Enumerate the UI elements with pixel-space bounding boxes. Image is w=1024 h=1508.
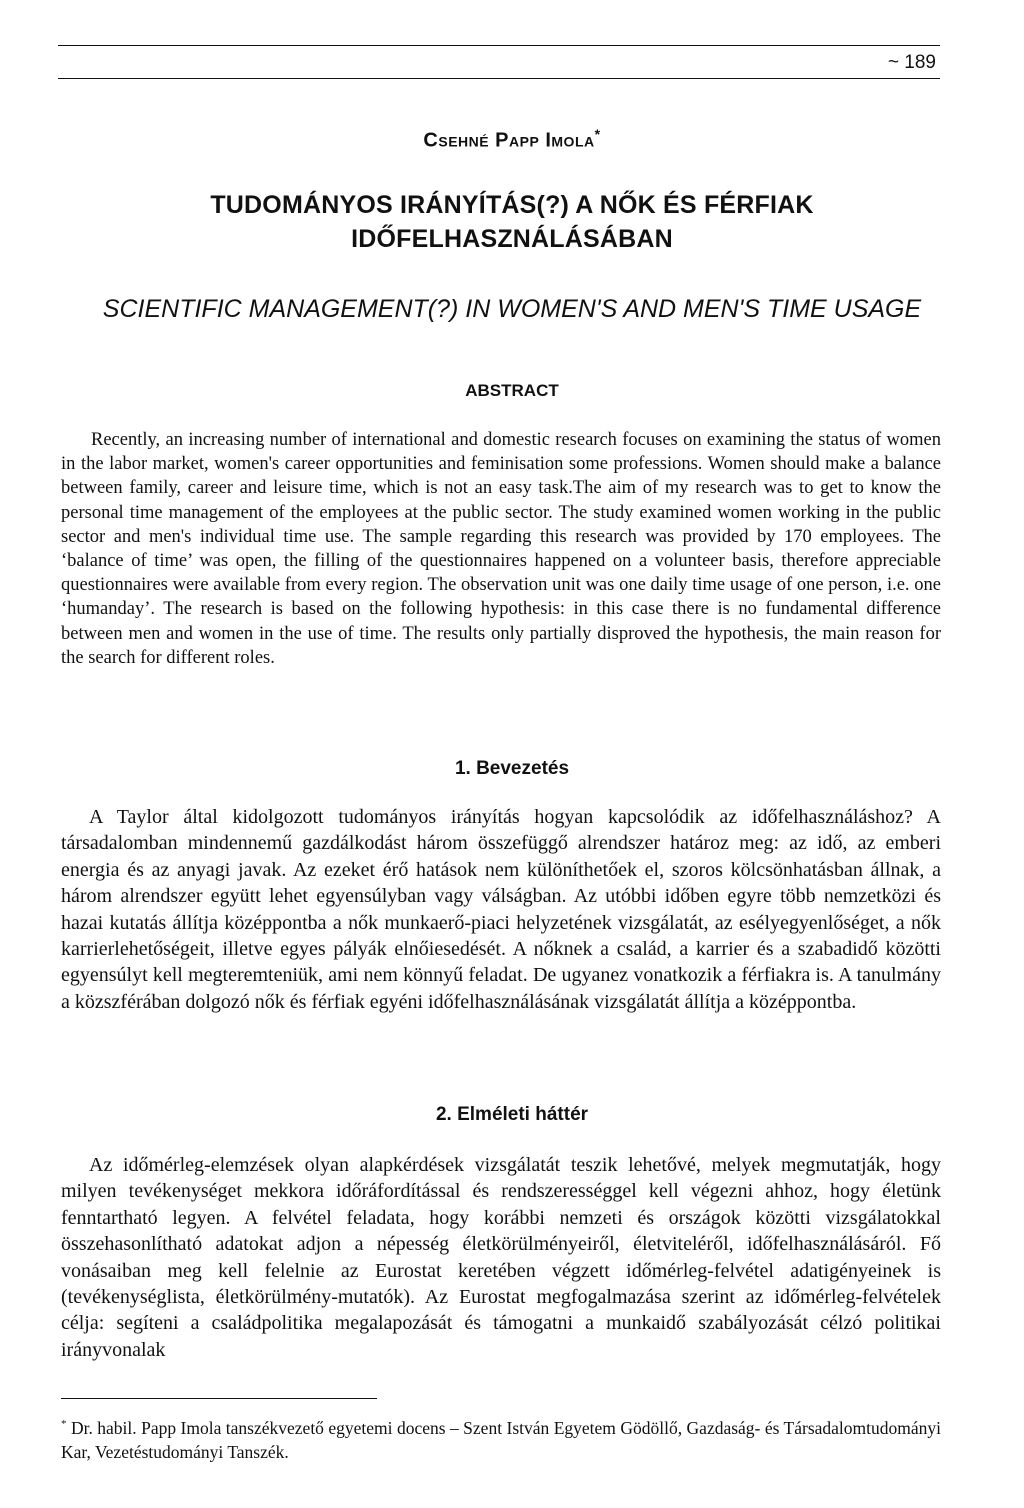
section-heading-theory: 2. Elméleti háttér <box>435 1104 589 1125</box>
title-hungarian-line-1: TUDOMÁNYOS IRÁNYÍTÁS(?) A NŐK ÉS FÉRFIAK <box>210 191 814 219</box>
footnote <box>61 1412 941 1464</box>
author-footnote-marker: * <box>594 126 601 142</box>
title-hungarian <box>0 188 1024 256</box>
footnote-text: Dr. habil. Papp Imola tanszékvezető egyetemi docens – Szent István Egyetem Gödöllő, Gazdaság- és Társadalomtudományi Kar, Vezetéstudományi Tanszék. <box>61 1417 941 1462</box>
abstract-text: Recently, an increasing number of international and domestic research focuses on examining the status of women in the labor market, women's career opportunities and feminisation some professions. Women should make a balance between family, career and leisure time, which is not an easy task.The aim of my research was to get to know the personal time management of the employees at the public sector. The study examined women working in the public sector and men's individual time use. The sample regarding this research was provided by 170 employees. The ‘balance of time’ was open, the filling of the questionnaires happened on a volunteer basis, therefore appreciable questionnaires were available from every region. The observation unit was one daily time usage of one person, i.e. one ‘humanday’. The research is based on the following hypothesis: in this case there is no fundamental difference between men and women in the use of time. The results only partially disproved the hypothesis, the main reason for the search for different roles. <box>61 430 941 668</box>
section-heading-introduction: 1. Bevezetés <box>454 758 570 779</box>
footnote-rule <box>61 1398 377 1399</box>
header-rule-top <box>58 45 940 46</box>
author <box>0 126 1024 153</box>
title-hungarian-line-2: IDŐFELHASZNÁLÁSÁBAN <box>351 225 673 253</box>
section-text-theory: Az időmérleg-elemzések olyan alapkérdések vizsgálatát teszik lehetővé, melyek megmutatják, hogy milyen tevékenységet mekkora időráfordítással és rendszerességgel kell végezni ahhoz, hogy életünk fenntartható legyen. A felvétel feladata, hogy korábbi nemzeti és országok közötti vizsgálatokkal összehasonlítható adatokat adjon a népesség életkörülményeiről, életviteléről, időfelhasználásáról. Fő vonásaiban meg kell felelnie az Eurostat keretében végzett időmérleg-felvétel adatigényeinek is (tevékenységlista, életkörülmény-mutatók). Az Eurostat megfogalmazása szerint az időmérleg-felvételek célja: segíteni a családpolitika megalapozását és támogatni a munkaidő szabályozását célzó politikai irányvonalak <box>61 1154 941 1361</box>
header-rule-bottom <box>58 78 940 79</box>
page-number: ~ 189 <box>887 52 936 73</box>
section-text-introduction: A Taylor által kidolgozott tudományos irányítás hogyan kapcsolódik az időfelhasználáshoz? A társadalomban mindennemű gazdálkodást három összefüggő alrendszer határoz meg: az idő, az emberi energia és az anyagi javak. Az ezeket érő hatások nem különíthetőek el, szoros kölcsönhatásban állnak, a három alrendszer együtt lehet egyensúlyban vagy válságban. Az utóbbi időben egyre több nemzetközi és hazai kutatás állítja középpontba a nők munkaerő-piaci helyzetének vizsgálatát, az esélyegyenlőséget, a nők karrierlehetőségeit, illetve egyes pályák elnőiesedését. A nőknek a család, a karrier és a szabadidő közötti egyensúlyt kell megteremteniük, ami nem könnyű feladat. De ugyanez vonatkozik a férfiakra is. A tanulmány a közszférában dolgozó nők és férfiak egyéni időfelhasználásának vizsgálatát állítja a középpontba. <box>61 806 941 1013</box>
abstract-heading: ABSTRACT <box>465 381 559 400</box>
footnote-marker: * <box>61 1418 67 1430</box>
title-english: SCIENTIFIC MANAGEMENT(?) IN WOMEN'S AND MEN'S TIME USAGE <box>102 295 922 323</box>
author-name: Csehné Papp Imola <box>423 129 595 152</box>
